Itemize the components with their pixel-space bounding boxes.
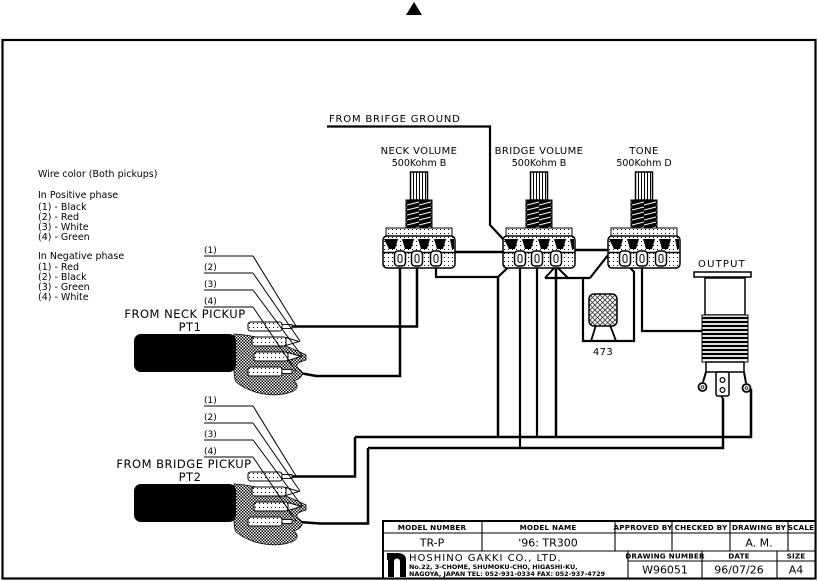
pickup-label: FROM NECK PICKUP: [124, 307, 246, 321]
legend-item: (3) - White: [38, 222, 89, 233]
legend-item: (2) - Black: [38, 272, 87, 283]
size-value: A4: [788, 563, 804, 577]
pot-value: 500Kohm B: [391, 158, 447, 169]
company-name: HOSHINO GAKKI CO., LTD.: [409, 553, 562, 564]
wire-number: (4): [204, 447, 217, 457]
drawing-number-header: DRAWING NUMBER: [625, 551, 705, 561]
tone-pot: [608, 146, 680, 268]
date-header: DATE: [728, 551, 750, 561]
size-header: SIZE: [786, 551, 806, 561]
legend-item: (2) - Red: [38, 212, 79, 223]
company-address-2: NAGOYA, JAPAN TEL: 052-931-0334 FAX: 052-937-4729: [409, 570, 606, 578]
approved-by-header: APPROVED BY: [613, 523, 673, 532]
bridge-pickup-cable: [116, 396, 306, 545]
ground-label: FROM BRIFGE GROUND: [329, 114, 461, 125]
model-number-header: MODEL NUMBER: [397, 523, 467, 532]
pot-name: TONE: [629, 146, 659, 157]
wire-number: (3): [204, 430, 217, 440]
wire-number: (1): [204, 246, 217, 256]
model-number-value: TR-P: [419, 536, 445, 550]
wire-number: (1): [204, 396, 217, 406]
pot-name: BRIDGE VOLUME: [494, 146, 584, 157]
wire-number: (3): [204, 280, 217, 290]
scale-header: SCALE: [787, 523, 815, 532]
company-address-1: No.22, 3-CHOME, SHUMOKU-CHO, HIGASHI-KU,: [409, 563, 578, 571]
pot-value: 500Kohm B: [511, 158, 567, 169]
wire-number: (2): [204, 263, 217, 273]
legend-item: (4) - White: [38, 292, 89, 303]
checked-by-header: CHECKED BY: [674, 523, 728, 532]
legend-positive-title: In Positive phase: [38, 190, 119, 201]
wire-color-legend: [38, 169, 157, 303]
neck-volume-pot: [381, 146, 458, 268]
tone-capacitor: [589, 294, 617, 358]
pot-value: 500Kohm D: [616, 158, 672, 169]
bridge-volume-pot: [495, 146, 584, 268]
drawing-by-value: A. M.: [745, 536, 773, 550]
legend-item: (1) - Red: [38, 262, 79, 273]
drawing-by-header: DRAWING BY: [731, 523, 787, 532]
legend-item: (4) - Green: [38, 232, 90, 243]
legend-negative-title: In Negative phase: [38, 251, 125, 262]
wiring: [292, 250, 751, 524]
output-label: OUTPUT: [698, 259, 746, 270]
capacitor-value: 473: [592, 347, 614, 358]
pot-name: NECK VOLUME: [380, 146, 458, 157]
output-jack: [694, 259, 751, 396]
neck-pickup-cable: [124, 246, 306, 395]
model-name-value: '96: TR300: [518, 536, 578, 550]
pickup-designator: PT1: [178, 320, 202, 334]
pickup-designator: PT2: [178, 470, 202, 484]
drawing-number-value: W96051: [642, 563, 688, 577]
date-value: 96/07/26: [714, 563, 764, 577]
top-arrow-marker: [406, 2, 422, 15]
model-name-header: MODEL NAME: [519, 523, 577, 532]
pickup-label: FROM BRIDGE PICKUP: [116, 457, 252, 471]
legend-item: (3) - Green: [38, 282, 90, 293]
wire-number: (4): [204, 297, 217, 307]
wire-number: (2): [204, 413, 217, 423]
title-block: [383, 521, 816, 579]
legend-title: Wire color (Both pickups): [38, 169, 158, 180]
legend-item: (1) - Black: [38, 202, 87, 213]
